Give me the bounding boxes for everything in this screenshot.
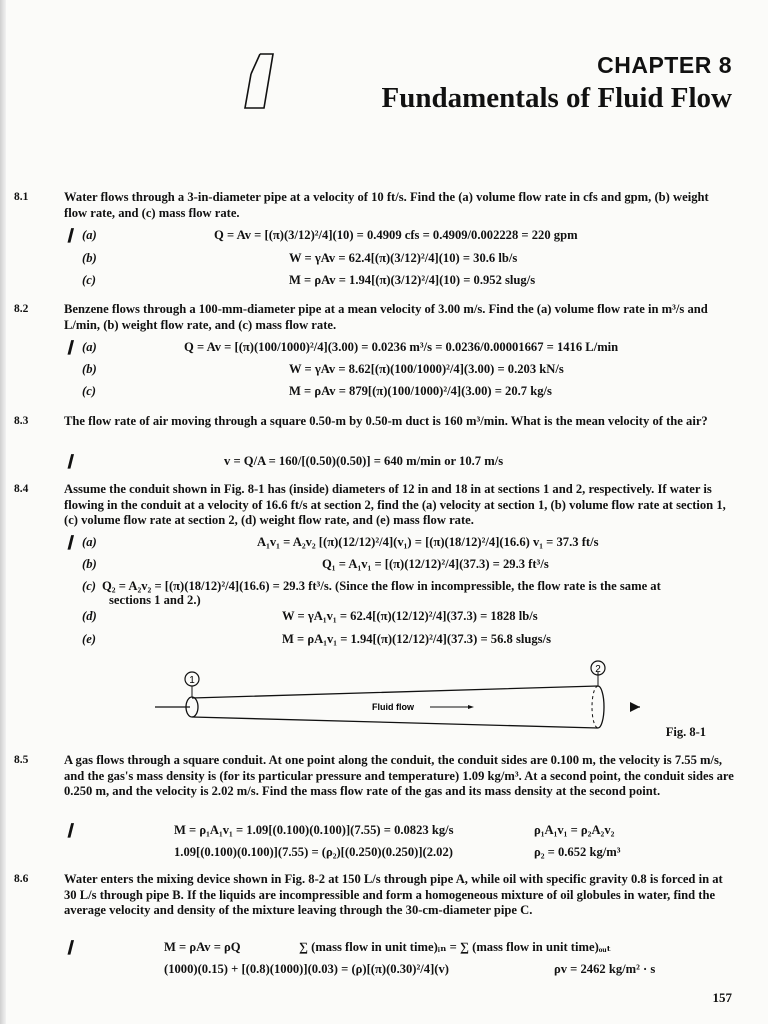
equation: Q₂ = A₂v₂ = [(π)(18/12)²/4](16.6) = 29.3 ft³/s. (Since the flow in incompressible, the flow rate is the same at — [102, 579, 661, 593]
solution-line — [64, 962, 734, 978]
equation: sections 1 and 2.) — [109, 593, 201, 607]
section-2-label: 2 — [595, 664, 601, 675]
problem-text: Assume the conduit shown in Fig. 8-1 has (inside) diameters of 12 in and 18 in at sections 1 and 2, respectively. If water is flowing in the conduit at a velocity of 16.6 ft/s at section 2, find the (a) velocity at section 1, (b) volume flow rate at section 1, (c) volume flow rate at section 2, (d) weight flow rate, and (e) mass flow rate. — [64, 482, 726, 527]
equation: W = γAv = 8.62[(π)(100/1000)²/4](3.00) = 0.203 kN/s — [289, 362, 564, 376]
equation: A₁v₁ = A₂v₂ [(π)(12/12)²/4](v₁) = [(π)(18/12)²/4](16.6) v₁ = 37.3 ft/s — [257, 535, 599, 549]
solution-line: (b) Q₁ = A₁v₁ = [(π)(12/12)²/4](37.3) = 29.3 ft³/s — [82, 557, 549, 571]
equation: M = ρAv = 1.94[(π)(3/12)²/4](10) = 0.952 slug/s — [289, 273, 536, 287]
problem-number: 8.4 — [14, 483, 29, 495]
chapter-label: CHAPTER 8 — [597, 52, 732, 78]
solution-line: ❙ (a) Q = Av = [(π)(100/1000)²/4](3.00) = 0.0236 m³/s = 0.0236/0.00001667 = 1416 L/min — [64, 340, 619, 355]
equation: Q₁ = A₁v₁ = [(π)(12/12)²/4](37.3) = 29.3 ft³/s — [322, 557, 549, 571]
equation: ρ₂ = 0.652 kg/m³ — [534, 845, 621, 859]
solution-line: (d) W = γA₁v₁ = 62.4[(π)(12/12)²/4](37.3) = 1828 lb/s — [82, 609, 538, 623]
problem-text: The flow rate of air moving through a square 0.50-m by 0.50-m duct is 160 m³/min. What is the mean velocity of the air? — [64, 414, 708, 428]
solution-line: ❙ (a) A₁v₁ = A₂v₂ [(π)(12/12)²/4](v₁) = [(π)(18/12)²/4](16.6) v₁ = 37.3 ft/s — [64, 535, 599, 550]
solution-line — [64, 454, 734, 470]
equation: W = γAv = 62.4[(π)(3/12)²/4](10) = 30.6 lb/s — [289, 251, 518, 265]
chapter-initial-glyph — [244, 52, 274, 110]
flow-arrowhead-icon — [630, 702, 640, 712]
problem-number: 8.1 — [14, 191, 29, 203]
solution-line — [64, 940, 734, 956]
equation: W = γA₁v₁ = 62.4[(π)(12/12)²/4](37.3) = 1828 lb/s — [282, 609, 538, 623]
solution-marker-icon: ❙ — [64, 228, 76, 243]
solution-line: (c) Q₂ = A₂v₂ = [(π)(18/12)²/4](16.6) = 29.3 ft³/s. (Since the flow in incompressible, the flow rate is the same at — [82, 579, 661, 593]
solution-line — [64, 823, 734, 839]
section-1-label: 1 — [189, 675, 195, 686]
solution-line: (c) M = ρAv = 1.94[(π)(3/12)²/4](10) = 0.952 slug/s — [82, 273, 536, 287]
equation: M = ρA₁v₁ = 1.94[(π)(12/12)²/4](37.3) = 56.8 slugs/s — [282, 632, 551, 646]
figure-caption: Fig. 8-1 — [665, 725, 706, 739]
equation: Q = Av = [(π)(3/12)²/4](10) = 0.4909 cfs = 0.4909/0.002228 = 220 gpm — [214, 228, 578, 242]
problem-text: Water enters the mixing device shown in Fig. 8-2 at 150 L/s through pipe A, while oil with specific gravity 0.8 is forced in at 30 L/s through pipe B. If the liquids are incompressible and form a homogeneous mixture of oil globules in water, find the average velocity and density of the mixture leaving through the 30-cm-diameter pipe C. — [64, 872, 723, 917]
section-2-ellipse-back — [592, 686, 598, 728]
equation: ∑ (mass flow in unit time)ᵢₙ = ∑ (mass flow in unit time)ₒᵤₜ — [299, 940, 612, 954]
solution-line: (e) M = ρA₁v₁ = 1.94[(π)(12/12)²/4](37.3) = 56.8 slugs/s — [82, 632, 551, 646]
solution-line: (b) W = γAv = 62.4[(π)(3/12)²/4](10) = 30.6 lb/s — [82, 251, 518, 265]
section-2-ellipse-front — [598, 686, 604, 728]
equation: Q = Av = [(π)(100/1000)²/4](3.00) = 0.0236 m³/s = 0.0236/0.00001667 = 1416 L/min — [184, 340, 619, 354]
equation: (1000)(0.15) + [(0.8)(1000)](0.03) = (ρ)[(π)(0.30)²/4](v) — [164, 962, 449, 976]
equation: 1.09[(0.100)(0.100)](7.55) = (ρ₂)[(0.250)(0.250)](2.02) — [174, 845, 453, 859]
problem-number: 8.5 — [14, 754, 29, 766]
solution-line: (c) M = ρAv = 879[(π)(100/1000)²/4](3.00) = 20.7 kg/s — [82, 384, 552, 398]
solution-line — [64, 845, 734, 861]
solution-line: ❙ (a) Q = Av = [(π)(3/12)²/4](10) = 0.4909 cfs = 0.4909/0.002228 = 220 gpm — [64, 228, 578, 243]
equation: M = ρAv = 879[(π)(100/1000)²/4](3.00) = 20.7 kg/s — [289, 384, 552, 398]
solution-line: (b) W = γAv = 8.62[(π)(100/1000)²/4](3.00) = 0.203 kN/s — [82, 362, 564, 376]
flow-label: Fluid flow — [372, 702, 414, 712]
problem-number: 8.6 — [14, 873, 29, 885]
solution-marker-icon: ❙ — [64, 454, 76, 469]
equation: ρ₁A₁v₁ = ρ₂A₂v₂ — [534, 823, 615, 837]
solution-line — [64, 593, 734, 609]
flow-arrow-icon — [468, 705, 474, 709]
solution-marker-icon: ❙ — [64, 340, 76, 355]
problem-text: A gas flows through a square conduit. At one point along the conduit, the conduit sides are 0.100 m, the velocity is 7.55 m/s, and the gas's mass density is (for its particular pressure and temperature) 1.09 kg/m³. At a second point, the conduit sides are 0.250 m, and the velocity is 2.02 m/s. Find the mass flow rate of the gas and its mass density at the second point. — [64, 753, 734, 798]
equation: ρv = 2462 kg/m² · s — [554, 962, 656, 976]
equation: v = Q/A = 160/[(0.50)(0.50)] = 640 m/min or 10.7 m/s — [224, 454, 504, 468]
problem-number: 8.2 — [14, 303, 29, 315]
chapter-title: Fundamentals of Fluid Flow — [381, 82, 732, 114]
solution-marker-icon: ❙ — [64, 823, 76, 838]
equation: M = ρ₁A₁v₁ = 1.09[(0.100)(0.100)](7.55) = 0.0823 kg/s — [174, 823, 454, 837]
page-number: 157 — [712, 990, 732, 1005]
problem-text: Benzene flows through a 100-mm-diameter pipe at a mean velocity of 3.00 m/s. Find the (a) volume flow rate in m³/s and L/min, (b) weight flow rate, and (c) mass flow rate. — [64, 302, 708, 332]
page-binding-edge — [0, 0, 6, 1024]
problem-text: Water flows through a 3-in-diameter pipe at a velocity of 10 ft/s. Find the (a) volume flow rate in cfs and gpm, (b) weight flow rate, and (c) mass flow rate. — [64, 190, 709, 220]
solution-marker-icon: ❙ — [64, 940, 76, 955]
conduit-diagram — [140, 660, 720, 740]
solution-marker-icon: ❙ — [64, 535, 76, 550]
problem-number: 8.3 — [14, 415, 29, 427]
equation: M = ρAv = ρQ — [164, 940, 241, 954]
